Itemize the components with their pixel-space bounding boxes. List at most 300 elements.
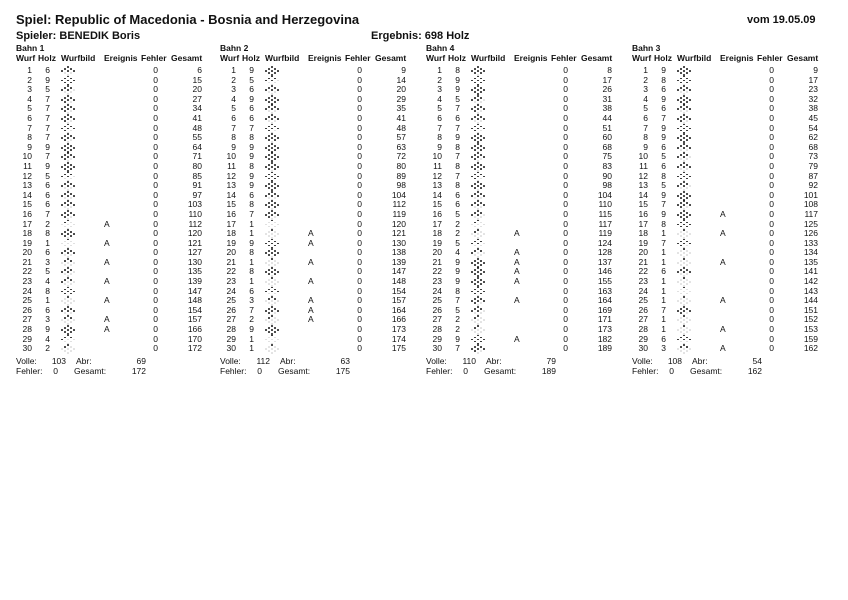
player-name: Spieler: BENEDIK Boris (16, 30, 141, 42)
throw-number: 21 (226, 256, 236, 267)
error-count: 0 (769, 343, 774, 354)
pins-count: 5 (45, 266, 50, 277)
throw-number: 2 (437, 74, 442, 85)
error-count: 0 (769, 333, 774, 344)
running-total: 155 (597, 276, 612, 287)
throw-number: 24 (638, 285, 648, 296)
table-row (220, 344, 425, 354)
throw-number: 25 (226, 295, 236, 306)
throw-number: 28 (22, 324, 32, 335)
error-count: 0 (357, 333, 362, 344)
pins-count: 1 (249, 228, 254, 239)
running-total: 172 (187, 343, 202, 354)
label-abr: Abr: (692, 355, 708, 366)
pins-count: 7 (45, 103, 50, 114)
running-total: 71 (192, 151, 202, 162)
throw-number: 27 (22, 314, 32, 325)
throw-number: 24 (22, 285, 32, 296)
throw-rows (632, 66, 837, 354)
pins-count: 6 (661, 84, 666, 95)
running-total: 104 (597, 189, 612, 200)
error-count: 0 (357, 343, 362, 354)
throw-number: 7 (27, 122, 32, 133)
error-count: 0 (769, 93, 774, 104)
header-wurf: Wurf (220, 53, 240, 63)
pins-count: 6 (249, 112, 254, 123)
error-count: 0 (153, 180, 158, 191)
pins-count: 6 (249, 285, 254, 296)
running-total: 20 (192, 84, 202, 95)
error-count: 0 (563, 160, 568, 171)
throw-number: 28 (638, 324, 648, 335)
pins-count: 2 (45, 218, 50, 229)
header-fehler: Fehler (141, 53, 167, 63)
running-total: 173 (597, 324, 612, 335)
running-total: 134 (803, 247, 818, 258)
error-count: 0 (769, 160, 774, 171)
error-count: 0 (563, 324, 568, 335)
throw-number: 18 (432, 228, 442, 239)
header-wurf: Wurf (16, 53, 36, 63)
throw-number: 16 (226, 208, 236, 219)
header-holz: Holz (242, 53, 260, 63)
running-total: 130 (391, 237, 406, 248)
pins-count: 8 (455, 141, 460, 152)
running-total: 8 (607, 65, 612, 75)
running-total: 20 (396, 84, 406, 95)
pins-count: 9 (455, 84, 460, 95)
error-count: 0 (153, 314, 158, 325)
pins-count: 7 (45, 132, 50, 143)
error-count: 0 (153, 304, 158, 315)
error-count: 0 (563, 103, 568, 114)
pins-count: 9 (249, 180, 254, 191)
error-count: 0 (357, 112, 362, 123)
pins-count: 7 (661, 237, 666, 248)
error-count: 0 (357, 122, 362, 133)
throw-number: 7 (231, 122, 236, 133)
running-total: 166 (391, 314, 406, 325)
running-total: 157 (391, 295, 406, 306)
pins-count: 9 (45, 141, 50, 152)
running-total: 152 (803, 314, 818, 325)
pins-count: 9 (455, 74, 460, 85)
total-result: Ergebnis: 698 Holz (371, 30, 470, 42)
running-total: 121 (187, 237, 202, 248)
running-total: 142 (803, 276, 818, 287)
event-mark: A (514, 333, 520, 344)
pins-count: 7 (661, 304, 666, 315)
throw-number: 23 (638, 276, 648, 287)
pins-count: 7 (45, 112, 50, 123)
error-count: 0 (563, 218, 568, 229)
pins-count: 9 (661, 65, 666, 75)
event-mark: A (308, 295, 314, 306)
header-holz: Holz (38, 53, 56, 63)
pins-count: 5 (455, 208, 460, 219)
pins-count: 9 (455, 333, 460, 344)
running-total: 147 (187, 285, 202, 296)
pins-count: 6 (455, 112, 460, 123)
throw-number: 25 (432, 295, 442, 306)
throw-number: 18 (638, 228, 648, 239)
error-count: 0 (563, 247, 568, 258)
pins-count: 7 (455, 295, 460, 306)
running-total: 29 (396, 93, 406, 104)
error-count: 0 (357, 141, 362, 152)
throw-number: 4 (437, 93, 442, 104)
error-count: 0 (153, 112, 158, 123)
running-total: 110 (188, 208, 202, 219)
pins-count: 8 (661, 170, 666, 181)
pins-count: 1 (661, 276, 666, 287)
pins-count: 7 (455, 343, 460, 354)
pins-count: 6 (249, 103, 254, 114)
pins-count: 9 (661, 208, 666, 219)
running-total: 98 (396, 180, 406, 191)
throw-number: 22 (22, 266, 32, 277)
pins-count: 6 (661, 160, 666, 171)
pins-count: 5 (455, 237, 460, 248)
throw-number: 2 (27, 74, 32, 85)
label-fehler: Fehler: (632, 365, 659, 376)
throw-number: 5 (437, 103, 442, 114)
running-total: 45 (808, 112, 818, 123)
throw-number: 2 (643, 74, 648, 85)
running-total: 164 (597, 295, 612, 306)
running-total: 92 (808, 180, 818, 191)
pins-count: 5 (45, 170, 50, 181)
pins-count: 7 (45, 151, 50, 162)
running-total: 137 (597, 256, 612, 267)
header-fehler: Fehler (551, 53, 577, 63)
running-total: 135 (187, 266, 202, 277)
running-total: 60 (602, 132, 612, 143)
throw-number: 23 (432, 276, 442, 287)
throw-number: 25 (22, 295, 32, 306)
error-count: 0 (563, 295, 568, 306)
pins-count: 6 (45, 189, 50, 200)
event-mark: A (514, 228, 520, 239)
error-count: 0 (357, 256, 362, 267)
header-holz: Holz (654, 53, 672, 63)
label-abr: Abr: (280, 355, 296, 366)
lane-block (426, 44, 631, 378)
error-count: 0 (153, 160, 158, 171)
running-total: 90 (602, 170, 612, 181)
running-total: 87 (808, 170, 818, 181)
error-count: 0 (769, 112, 774, 123)
throw-number: 15 (22, 199, 32, 210)
pins-count: 9 (661, 122, 666, 133)
throw-number: 7 (437, 122, 442, 133)
label-fehler: Fehler: (16, 365, 43, 376)
error-count: 0 (563, 170, 568, 181)
table-row (16, 344, 221, 354)
throw-number: 24 (226, 285, 236, 296)
throw-number: 27 (226, 314, 236, 325)
pins-count: 9 (249, 65, 254, 75)
error-count: 0 (153, 228, 158, 239)
error-count: 0 (357, 218, 362, 229)
running-total: 162 (803, 343, 818, 354)
error-count: 0 (563, 84, 568, 95)
throw-number: 20 (432, 247, 442, 258)
header-holz: Holz (448, 53, 466, 63)
error-count: 0 (769, 276, 774, 287)
pins-count: 7 (249, 304, 254, 315)
pins-count: 5 (249, 74, 254, 85)
column-header (632, 53, 837, 63)
error-count: 0 (153, 151, 158, 162)
label-gesamt: Gesamt: (484, 365, 517, 376)
running-total: 173 (391, 324, 406, 335)
event-mark: A (720, 256, 726, 267)
running-total: 9 (401, 65, 406, 75)
page-title: Spiel: Republic of Macedonia - Bosnia and Herzegovina (16, 12, 360, 27)
header-ereignis: Ereignis (104, 53, 138, 63)
error-count: 0 (153, 93, 158, 104)
value-fehler: 0 (463, 365, 468, 376)
error-count: 0 (357, 84, 362, 95)
event-mark: A (104, 256, 110, 267)
event-mark: A (308, 237, 314, 248)
error-count: 0 (563, 343, 568, 354)
error-count: 0 (357, 304, 362, 315)
running-total: 143 (803, 285, 818, 296)
throw-number: 14 (638, 189, 648, 200)
running-total: 115 (598, 208, 612, 219)
pins-count: 7 (45, 122, 50, 133)
running-total: 38 (602, 103, 612, 114)
running-total: 63 (396, 141, 406, 152)
running-total: 48 (396, 122, 406, 133)
event-mark: A (104, 295, 110, 306)
pins-count: 1 (249, 333, 254, 344)
running-total: 57 (396, 132, 406, 143)
throw-number: 5 (231, 103, 236, 114)
throw-number: 23 (226, 276, 236, 287)
running-total: 108 (803, 199, 818, 210)
running-total: 124 (597, 237, 612, 248)
running-total: 148 (391, 276, 406, 287)
throw-number: 26 (226, 304, 236, 315)
running-total: 148 (187, 295, 202, 306)
error-count: 0 (357, 180, 362, 191)
lane-block (220, 44, 425, 378)
error-count: 0 (357, 160, 362, 171)
throw-number: 26 (432, 304, 442, 315)
running-total: 170 (187, 333, 202, 344)
pins-count: 2 (249, 314, 254, 325)
throw-number: 8 (27, 132, 32, 143)
pins-count: 8 (455, 285, 460, 296)
throw-number: 8 (643, 132, 648, 143)
throw-number: 11 (227, 160, 236, 171)
running-total: 101 (803, 189, 818, 200)
throw-number: 13 (226, 180, 236, 191)
header-wurfbild: Wurfbild (471, 53, 506, 63)
error-count: 0 (357, 151, 362, 162)
running-total: 54 (808, 122, 818, 133)
pins-count: 5 (455, 304, 460, 315)
running-total: 15 (192, 74, 202, 85)
running-total: 62 (808, 132, 818, 143)
running-total: 133 (803, 237, 818, 248)
throw-number: 3 (437, 84, 442, 95)
pins-count: 4 (455, 247, 460, 258)
header-wurf: Wurf (426, 53, 446, 63)
error-count: 0 (769, 218, 774, 229)
throw-number: 15 (638, 199, 648, 210)
running-total: 153 (803, 324, 818, 335)
error-count: 0 (769, 304, 774, 315)
error-count: 0 (357, 276, 362, 287)
event-mark: A (104, 237, 110, 248)
pins-count: 9 (249, 170, 254, 181)
pins-count: 2 (455, 324, 460, 335)
error-count: 0 (563, 65, 568, 75)
running-total: 17 (808, 74, 818, 85)
pins-count: 2 (45, 343, 50, 354)
error-count: 0 (153, 256, 158, 267)
error-count: 0 (769, 74, 774, 85)
throw-number: 29 (226, 333, 236, 344)
pins-count: 6 (45, 199, 50, 210)
throw-number: 28 (432, 324, 442, 335)
running-total: 126 (803, 228, 818, 239)
error-count: 0 (563, 151, 568, 162)
error-count: 0 (563, 112, 568, 123)
running-total: 73 (808, 151, 818, 162)
error-count: 0 (357, 324, 362, 335)
pins-count: 7 (455, 122, 460, 133)
pins-count: 9 (661, 132, 666, 143)
throw-number: 3 (231, 84, 236, 95)
throw-number: 19 (638, 237, 648, 248)
pins-count: 3 (661, 343, 666, 354)
error-count: 0 (769, 266, 774, 277)
throw-number: 9 (437, 141, 442, 152)
running-total: 151 (803, 304, 818, 315)
event-mark: A (308, 276, 314, 287)
error-count: 0 (357, 266, 362, 277)
running-total: 32 (808, 93, 818, 104)
running-total: 138 (391, 247, 406, 258)
throw-number: 21 (432, 256, 442, 267)
running-total: 130 (187, 256, 202, 267)
pins-count: 5 (45, 84, 50, 95)
throw-number: 3 (643, 84, 648, 95)
error-count: 0 (357, 314, 362, 325)
value-fehler: 0 (669, 365, 674, 376)
error-count: 0 (563, 314, 568, 325)
throw-number: 10 (638, 151, 648, 162)
value-volle: 108 (667, 355, 682, 366)
throw-number: 17 (22, 218, 32, 229)
pins-count: 1 (45, 295, 50, 306)
running-total: 23 (808, 84, 818, 95)
lane-name: Bahn 3 (632, 43, 661, 53)
value-gesamt: 175 (335, 365, 350, 376)
error-count: 0 (769, 84, 774, 95)
running-total: 68 (602, 141, 612, 152)
error-count: 0 (357, 103, 362, 114)
error-count: 0 (153, 141, 158, 152)
error-count: 0 (153, 103, 158, 114)
throw-number: 15 (226, 199, 236, 210)
running-total: 110 (598, 199, 612, 210)
running-total: 75 (602, 151, 612, 162)
value-abr: 79 (546, 355, 556, 366)
event-mark: A (720, 324, 726, 335)
pins-count: 9 (45, 160, 50, 171)
throw-number: 16 (432, 208, 442, 219)
value-volle: 112 (256, 355, 270, 366)
error-count: 0 (769, 247, 774, 258)
label-gesamt: Gesamt: (690, 365, 723, 376)
running-total: 80 (192, 160, 202, 171)
running-total: 98 (602, 180, 612, 191)
lane-summary (16, 356, 221, 378)
pins-count: 6 (45, 304, 50, 315)
running-total: 17 (602, 74, 612, 85)
throw-number: 5 (643, 103, 648, 114)
event-mark: A (514, 266, 520, 277)
throw-number: 10 (226, 151, 236, 162)
running-total: 159 (803, 333, 818, 344)
table-row (632, 344, 837, 354)
error-count: 0 (769, 180, 774, 191)
header-gesamt: Gesamt (581, 53, 613, 63)
lane-name: Bahn 1 (16, 43, 45, 53)
throw-number: 11 (433, 160, 442, 171)
pins-count: 9 (249, 151, 254, 162)
error-count: 0 (563, 189, 568, 200)
event-mark: A (308, 304, 314, 315)
error-count: 0 (357, 208, 362, 219)
error-count: 0 (357, 170, 362, 181)
running-total: 31 (602, 93, 612, 104)
error-count: 0 (153, 208, 158, 219)
throw-number: 14 (226, 189, 236, 200)
error-count: 0 (153, 170, 158, 181)
running-total: 147 (391, 266, 406, 277)
running-total: 157 (187, 314, 202, 325)
pins-count: 7 (249, 122, 254, 133)
pins-count: 1 (661, 247, 666, 258)
event-mark: A (104, 324, 110, 335)
event-mark: A (308, 256, 314, 267)
error-count: 0 (357, 93, 362, 104)
pins-count: 5 (455, 93, 460, 104)
pins-count: 6 (45, 65, 50, 75)
throw-number: 19 (226, 237, 236, 248)
throw-number: 21 (638, 256, 648, 267)
error-count: 0 (357, 132, 362, 143)
throw-number: 11 (23, 160, 32, 171)
throw-rows (426, 66, 631, 354)
pins-count: 8 (249, 266, 254, 277)
error-count: 0 (357, 74, 362, 85)
running-total: 26 (602, 84, 612, 95)
throw-number: 12 (638, 170, 648, 181)
pins-count: 1 (249, 343, 254, 354)
running-total: 182 (597, 333, 612, 344)
pins-count: 5 (661, 180, 666, 191)
throw-number: 18 (226, 228, 236, 239)
event-mark: A (720, 228, 726, 239)
